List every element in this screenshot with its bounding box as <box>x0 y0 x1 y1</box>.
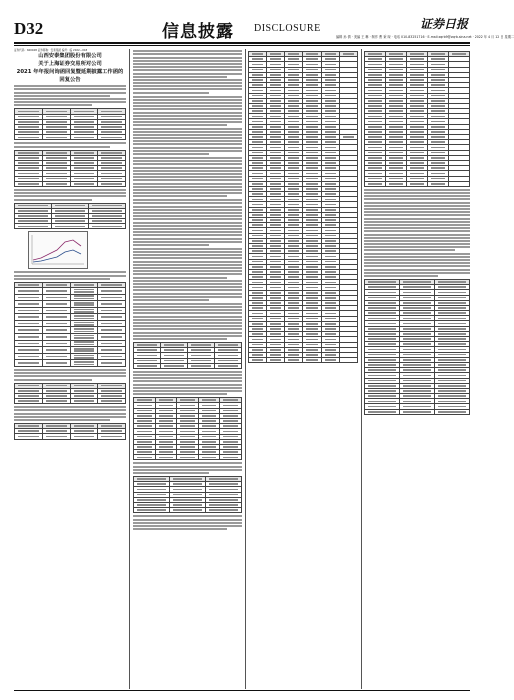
data-table <box>133 342 242 369</box>
data-table <box>133 476 242 513</box>
page-number: D32 <box>14 19 44 38</box>
data-table <box>14 203 126 230</box>
data-table <box>14 150 126 187</box>
price-trend-lines <box>29 232 87 268</box>
body-paragraph <box>14 406 126 421</box>
data-table <box>248 51 358 363</box>
announcement-title-line-2: 关于上海证券交易所对公司 <box>38 61 102 67</box>
body-paragraph <box>133 462 242 474</box>
column-2 <box>133 49 242 689</box>
data-table <box>14 383 126 405</box>
body-paragraph <box>364 189 470 277</box>
body-paragraph <box>133 371 242 395</box>
announcement-title-line-1: 山西安泰集团股份有限公司 <box>38 53 102 59</box>
section-title-en: DISCLOSURE <box>254 23 321 34</box>
page-header <box>14 15 514 42</box>
column-divider <box>129 49 130 689</box>
body-paragraph <box>133 248 242 301</box>
body-paragraph <box>14 369 126 381</box>
column-divider <box>361 49 362 689</box>
body-paragraph <box>14 189 126 201</box>
announcement-title-line-3: 2021 年年报问询函回复暨延期披露工作函的 <box>16 69 124 75</box>
editor-meta-line: 编辑 孙 倩 · 美编 王 琳 · 制作 曹 秉 琛 · 电话 010-83251716 · E-mail:zqrb9@zqrb.sina.net · 2022 年 4 月 12 日 星期二 <box>336 35 514 39</box>
data-table <box>14 423 126 440</box>
announcement-code-line: 证券代码：600408 证券简称：安泰集团 编号：临 2022—018 <box>14 49 88 52</box>
header-rule-thin <box>14 45 470 46</box>
body-paragraph <box>133 157 242 197</box>
column-4 <box>364 49 470 689</box>
newspaper-logo: 证券日报 <box>419 17 468 31</box>
column-divider <box>245 49 246 689</box>
body-paragraph <box>133 96 242 155</box>
body-paragraph <box>14 142 126 147</box>
data-table <box>14 108 126 140</box>
column-3 <box>248 49 358 689</box>
header-rule <box>14 42 470 44</box>
body-paragraph <box>133 515 242 530</box>
data-table <box>14 282 126 367</box>
body-paragraph <box>133 303 242 340</box>
column-1 <box>14 49 126 689</box>
body-paragraph <box>14 85 126 106</box>
announcement-title-line-4: 回复公告 <box>59 77 81 83</box>
body-paragraph <box>14 271 126 279</box>
data-table <box>364 279 470 415</box>
data-table <box>364 51 470 187</box>
body-paragraph <box>133 199 242 246</box>
body-paragraph <box>133 50 242 93</box>
section-title: 信息披露 <box>162 22 234 42</box>
footer-rule <box>14 690 470 691</box>
price-trend-figure <box>28 231 88 269</box>
data-table <box>133 397 242 460</box>
